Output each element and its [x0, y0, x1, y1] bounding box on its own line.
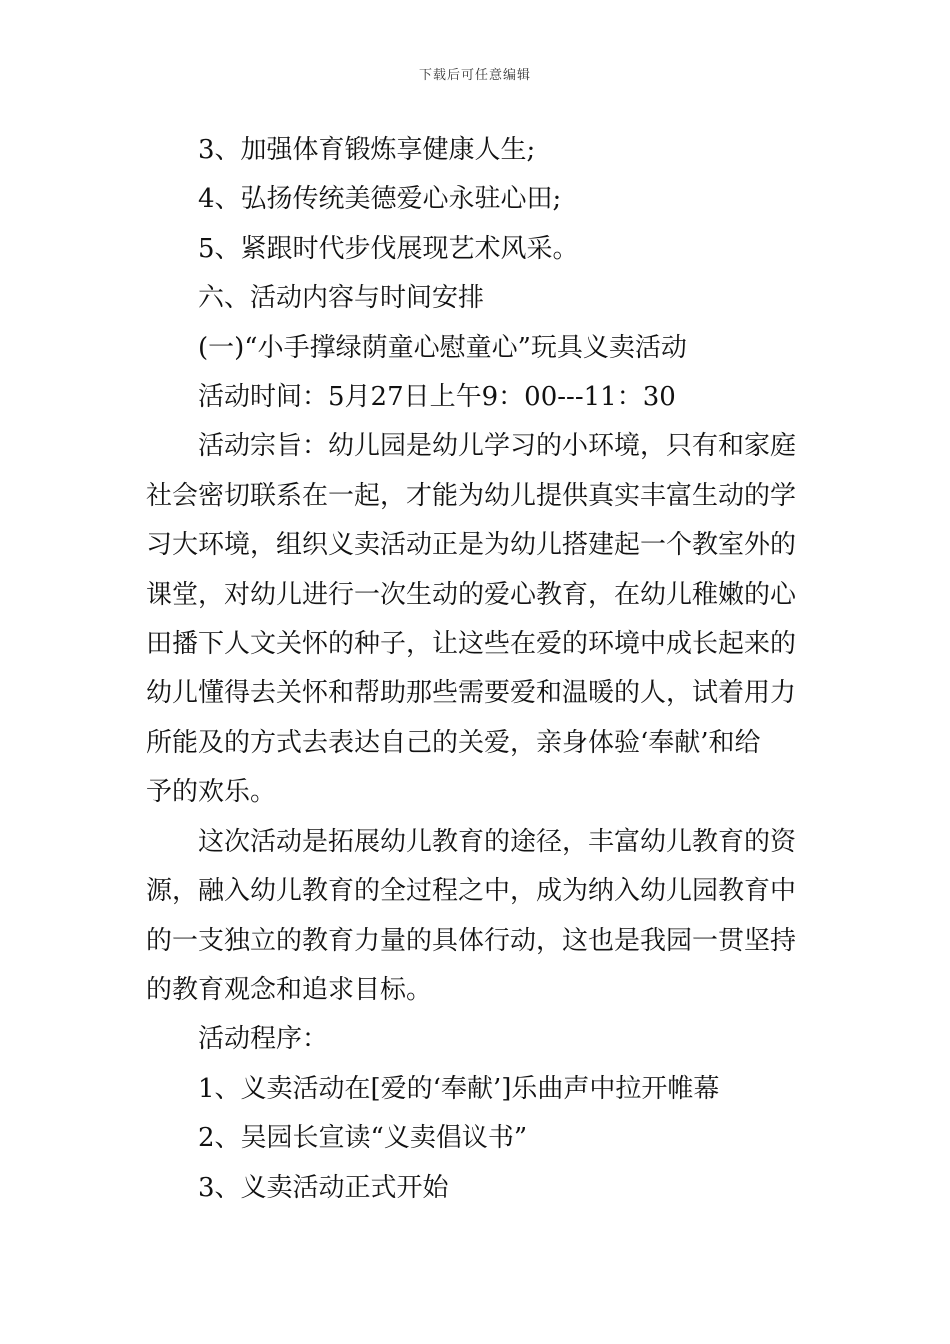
- purpose-paragraph-line: 活动宗旨：幼儿园是幼儿学习的小环境，只有和家庭: [198, 431, 797, 462]
- purpose-paragraph-line: 所能及的方式去表达自己的关爱，亲身体验‘奉献’和给: [146, 727, 761, 758]
- text-line: 4、弘扬传统美德爱心永驻心田;: [198, 184, 562, 215]
- text-line: 3、加强体育锻炼享健康人生;: [198, 135, 536, 165]
- activity-paragraph-line: 这次活动是拓展幼儿教育的途径，丰富幼儿教育的资: [198, 826, 797, 857]
- purpose-paragraph-line: 幼儿懂得去关怀和帮助那些需要爱和温暖的人，试着用力: [146, 678, 797, 709]
- activity-paragraph-line: 的一支独立的教育力量的具体行动，这也是我园一贯坚持: [146, 925, 797, 956]
- subsection-heading: (一)“小手撑绿荫童心慰童心”玩具义卖活动: [198, 332, 687, 363]
- procedure-step: 3、义卖活动正式开始: [198, 1172, 449, 1203]
- document-body: [146, 126, 812, 1213]
- procedure-step: 1、义卖活动在[爱的‘奉献’]乐曲声中拉开帷幕: [198, 1073, 720, 1104]
- activity-time: 活动时间：5月27日上午9：00---11：30: [198, 382, 676, 413]
- purpose-paragraph-line: 社会密切联系在一起，才能为幼儿提供真实丰富生动的学: [146, 480, 797, 511]
- purpose-paragraph-line: 课堂，对幼儿进行一次生动的爱心教育，在幼儿稚嫩的心: [146, 579, 797, 610]
- activity-paragraph-line: 源，融入幼儿教育的全过程之中，成为纳入幼儿园教育中: [146, 876, 797, 907]
- procedure-heading: 活动程序：: [198, 1024, 329, 1055]
- text-line: 5、紧跟时代步伐展现艺术风采。: [198, 233, 579, 264]
- procedure-step: 2、吴园长宣读“义卖倡议书”: [198, 1123, 528, 1154]
- page-header-note: 下载后可任意编辑: [418, 68, 531, 83]
- activity-paragraph-line: 的教育观念和追求目标。: [146, 974, 433, 1005]
- purpose-paragraph-line: 田播下人文关怀的种子，让这些在爱的环境中成长起来的: [146, 629, 797, 660]
- section-heading: 六、活动内容与时间安排: [198, 283, 485, 314]
- purpose-paragraph-line: 习大环境，组织义卖活动正是为幼儿搭建起一个教室外的: [146, 530, 797, 561]
- purpose-paragraph-line: 予的欢乐。: [146, 777, 277, 808]
